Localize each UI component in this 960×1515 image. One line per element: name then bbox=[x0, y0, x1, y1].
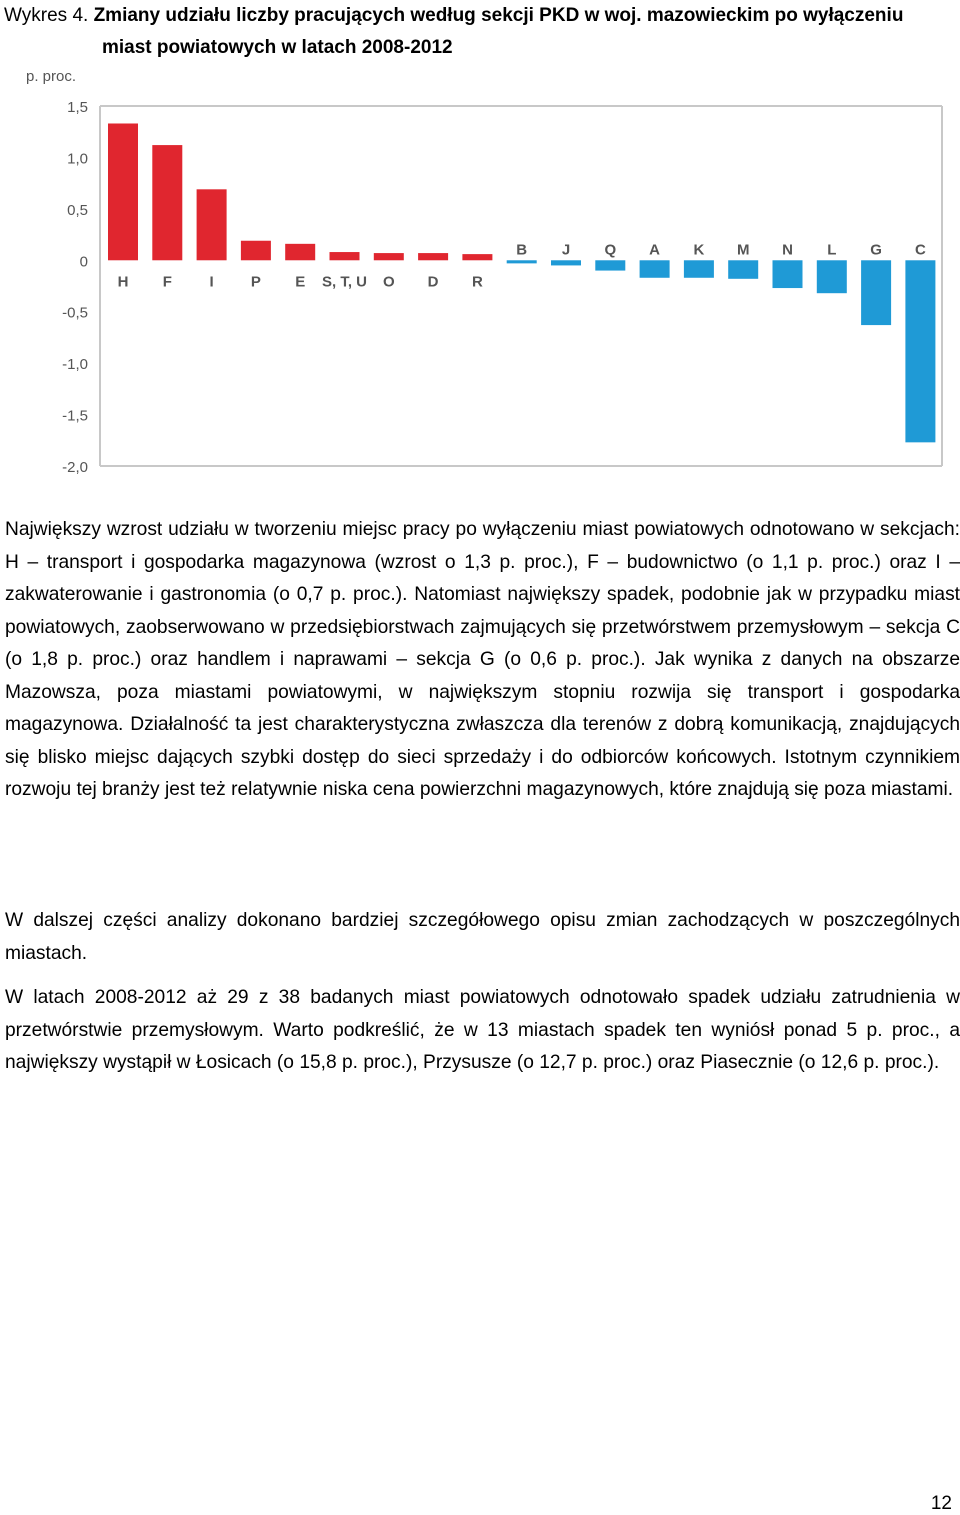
paragraph-sector-analysis: Największy wzrost udziału w tworzeniu miejsc pracy po wyłączeniu miast powiatowych odnotowano w sekcjach: H – transport i gospodarka magazynowa (wzrost o 1,3 p. proc.), F – budownictwo (o 1,1 p. proc.) oraz I – zakwaterowanie i gastronomia (o 0,7 p. proc.). Natomiast największy spadek, podobnie jak w przypadku miast powiatowych, zaobserwowano w przedsiębiorstwach zajmujących się przetwórstwem przemysłowym – sekcja C (o 1,8 p. proc.) oraz handlem i naprawami – sekcja G (o 0,6 p. proc.). Jak wynika z danych na obszarze Mazowsza, poza miastami powiatowymi, w największym stopniu rozwija się transport i gospodarka magazynowa. Działalność ta jest charakterystyczna zwłaszcza dla terenów z dobrą komunikacją, znajdujących się blisko miejsc dających szybki dostęp do sieci sprzedaży i do odbiorców końcowych. Istotnym czynnikiem rozwoju tej branży jest też relatywnie niska cena powierzchni magazynowych, które znajdują się poza miastami. bbox=[5, 519, 960, 800]
figure-caption bbox=[4, 0, 960, 64]
y-tick-label: -1,0 bbox=[62, 356, 88, 374]
bar-n bbox=[773, 260, 803, 288]
page-number: 12 bbox=[930, 1493, 952, 1514]
bar-a bbox=[640, 260, 670, 277]
figure-label: Wykres 4. bbox=[4, 5, 89, 26]
category-label: S, T, U bbox=[321, 273, 368, 291]
category-label: Q bbox=[604, 241, 617, 259]
bar-k bbox=[684, 260, 714, 277]
category-label: H bbox=[117, 273, 129, 291]
figure-title-line2: miast powiatowych w latach 2008-2012 bbox=[102, 37, 453, 58]
bar-g bbox=[861, 260, 891, 325]
category-label: F bbox=[162, 273, 172, 291]
bar-d bbox=[418, 253, 448, 260]
category-label: D bbox=[427, 273, 439, 291]
bar-f bbox=[152, 145, 182, 260]
category-label: G bbox=[870, 241, 882, 259]
bar-chart bbox=[0, 64, 960, 484]
bar-q bbox=[595, 260, 625, 270]
y-tick-label: 1,5 bbox=[67, 99, 88, 116]
y-tick-label: -1,5 bbox=[62, 407, 88, 425]
bar-stu bbox=[330, 252, 360, 260]
y-tick-label: -0,5 bbox=[62, 304, 88, 322]
bar-m bbox=[728, 260, 758, 279]
category-label: A bbox=[649, 241, 661, 259]
category-label: O bbox=[382, 273, 395, 291]
category-label: E bbox=[295, 273, 306, 291]
category-label: L bbox=[827, 241, 837, 259]
category-label: R bbox=[471, 273, 483, 291]
bar-h bbox=[108, 123, 138, 260]
paragraph-cities-decline: W latach 2008-2012 aż 29 z 38 badanych miast powiatowych odnotowało spadek udziału zatrudnienia w przetwórstwie przemysłowym. Warto podkreślić, że w 13 miastach spadek ten wyniósł ponad 5 p. proc., a największy wystąpił w Łosicach (o 15,8 p. proc.), Przysusze (o 12,7 p. proc.) oraz Piasecznie (o 12,6 p. proc.). bbox=[5, 987, 960, 1073]
bar-j bbox=[551, 260, 581, 265]
category-label: N bbox=[782, 241, 793, 259]
category-label: M bbox=[736, 241, 750, 259]
category-label: P bbox=[250, 273, 261, 291]
bar-c bbox=[905, 260, 935, 442]
y-tick-label: 0 bbox=[79, 253, 88, 271]
y-tick-label: 1,0 bbox=[67, 150, 88, 168]
y-tick-label: 0,5 bbox=[67, 201, 88, 219]
bar-e bbox=[285, 244, 315, 260]
paragraph-further-analysis: W dalszej części analizy dokonano bardziej szczegółowego opisu zmian zachodzących w poszczególnych miastach. bbox=[5, 910, 960, 964]
bar-i bbox=[197, 189, 227, 260]
figure-title: Zmiany udziału liczby pracujących według sekcji PKD w woj. mazowieckim po wyłączeniu bbox=[93, 5, 904, 26]
category-label: C bbox=[914, 241, 926, 259]
y-tick-label: -2,0 bbox=[62, 459, 88, 476]
bar-o bbox=[374, 253, 404, 260]
bar-p bbox=[241, 241, 271, 261]
category-label: I bbox=[209, 273, 214, 291]
category-label: J bbox=[561, 241, 571, 259]
y-axis-unit-label: p. proc. bbox=[26, 68, 77, 85]
bar-r bbox=[462, 254, 492, 260]
category-label: K bbox=[693, 241, 705, 259]
bar-l bbox=[817, 260, 847, 293]
category-label: B bbox=[516, 241, 528, 259]
bar-b bbox=[507, 260, 537, 263]
